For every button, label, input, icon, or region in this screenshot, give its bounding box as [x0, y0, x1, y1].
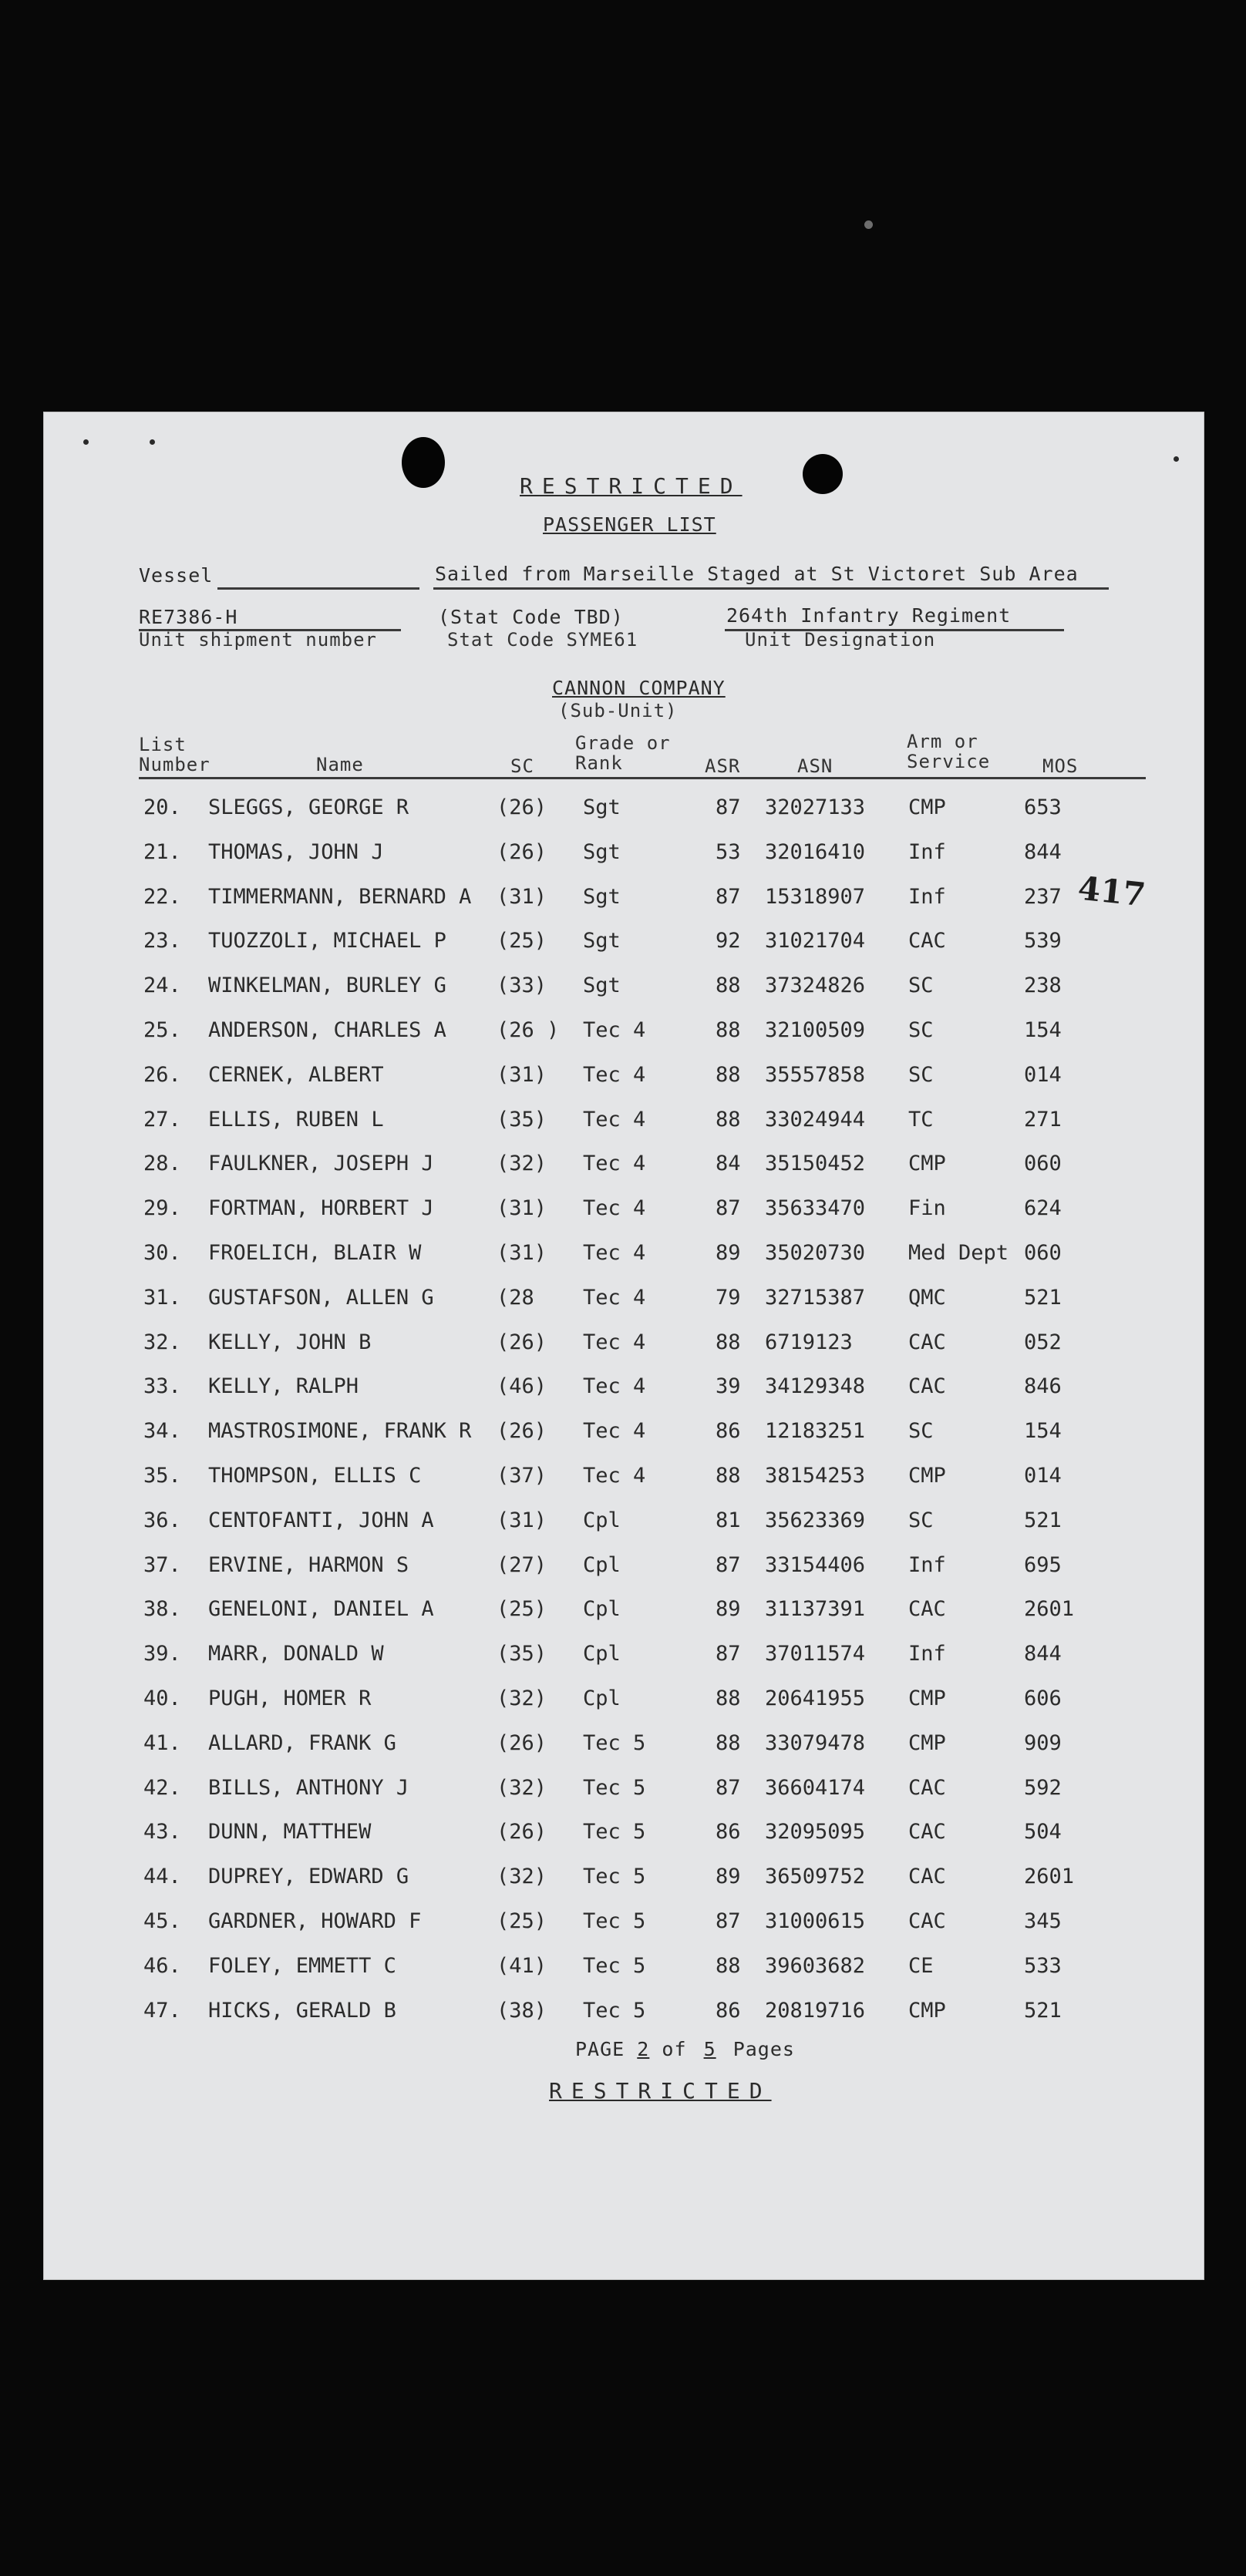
- arm-service: TC: [908, 1107, 934, 1132]
- asr-score: 87: [716, 795, 741, 819]
- sc-code: (27): [497, 1552, 547, 1577]
- arm-service: SC: [908, 1018, 934, 1042]
- asn: 37324826: [765, 974, 866, 998]
- passenger-name: WINKELMAN, BURLEY G: [208, 974, 446, 998]
- arm-service: CAC: [908, 1775, 946, 1800]
- arm-service: CAC: [908, 1597, 946, 1622]
- asn: 32100509: [765, 1018, 866, 1042]
- asn: 32095095: [765, 1820, 866, 1845]
- asr-score: 84: [716, 1152, 741, 1176]
- asr-score: 88: [716, 1018, 741, 1042]
- mos-code: 653: [1024, 795, 1062, 819]
- grade: Tec 4: [583, 1464, 646, 1488]
- table-row: [43, 1018, 1204, 1049]
- list-number: 34.: [143, 1419, 181, 1444]
- table-row: [43, 1865, 1204, 1895]
- arm-service: CAC: [908, 1820, 946, 1845]
- table-row: [43, 1419, 1204, 1450]
- col-name: Name: [316, 754, 364, 775]
- list-number: 47.: [143, 1998, 181, 2023]
- mos-code: 844: [1024, 839, 1062, 864]
- passenger-name: CENTOFANTI, JOHN A: [208, 1508, 434, 1532]
- col-grade-line2: Rank: [575, 752, 623, 774]
- passenger-name: BILLS, ANTHONY J: [208, 1775, 409, 1800]
- table-row: [43, 1464, 1204, 1495]
- table-row: [43, 1642, 1204, 1673]
- asn: 35623369: [765, 1508, 866, 1532]
- sailed-underline: [433, 587, 1109, 590]
- table-row: [43, 1731, 1204, 1762]
- grade: Cpl: [583, 1687, 621, 1710]
- grade: Tec 4: [583, 1196, 646, 1221]
- asr-score: 88: [716, 1730, 741, 1755]
- col-arm-line2: Service: [907, 751, 991, 772]
- table-row: [43, 840, 1204, 871]
- mos-code: 844: [1024, 1642, 1062, 1666]
- table-row: [43, 974, 1204, 1004]
- asr-score: 86: [716, 1419, 741, 1444]
- asr-score: 89: [716, 1597, 741, 1622]
- asr-score: 88: [716, 1062, 741, 1087]
- arm-service: CMP: [908, 1998, 946, 2023]
- col-list-number-line1: List: [139, 734, 187, 755]
- arm-service: CMP: [908, 1464, 946, 1488]
- table-row: [43, 1330, 1204, 1361]
- mos-code: 2601: [1024, 1865, 1075, 1889]
- unit-designation-label: Unit Designation: [745, 629, 936, 651]
- grade: Sgt: [583, 929, 621, 953]
- asn: 31021704: [765, 929, 866, 953]
- passenger-name: FOLEY, EMMETT C: [208, 1953, 396, 1978]
- table-row: [43, 1374, 1204, 1405]
- arm-service: SC: [908, 1508, 934, 1532]
- ink-dot: [83, 439, 89, 445]
- col-asn: ASN: [797, 755, 833, 777]
- table-row: [43, 929, 1204, 960]
- list-number: 39.: [143, 1642, 181, 1666]
- asn: 32715387: [765, 1285, 866, 1310]
- passenger-name: CERNEK, ALBERT: [208, 1062, 384, 1087]
- sc-code: (33): [497, 974, 547, 998]
- restricted-footer: RESTRICTED: [549, 2078, 772, 2104]
- sc-code: (26): [497, 839, 547, 864]
- sc-code: (32): [497, 1152, 547, 1176]
- asr-score: 86: [716, 1998, 741, 2023]
- list-number: 27.: [143, 1107, 181, 1132]
- passenger-name: KELLY, JOHN B: [208, 1330, 372, 1354]
- arm-service: Inf: [908, 1642, 946, 1666]
- sc-code: (41): [497, 1953, 547, 1978]
- grade: Tec 5: [583, 1820, 646, 1845]
- passenger-name: FROELICH, BLAIR W: [208, 1241, 422, 1265]
- asn: 37011574: [765, 1642, 866, 1666]
- asn: 31000615: [765, 1909, 866, 1933]
- list-number: 25.: [143, 1018, 181, 1042]
- passenger-name: THOMAS, JOHN J: [208, 839, 384, 864]
- mos-code: 238: [1024, 974, 1062, 998]
- mos-code: 060: [1024, 1152, 1062, 1176]
- asn: 35020730: [765, 1241, 866, 1265]
- asr-score: 88: [716, 1953, 741, 1978]
- asr-score: 87: [716, 1909, 741, 1933]
- asn: 32016410: [765, 839, 866, 864]
- passenger-name: GUSTAFSON, ALLEN G: [208, 1285, 434, 1310]
- grade: Tec 5: [583, 1730, 646, 1755]
- table-row: [43, 1909, 1204, 1940]
- asn: 15318907: [765, 884, 866, 909]
- list-number: 44.: [143, 1865, 181, 1889]
- col-grade-line1: Grade or: [575, 732, 671, 754]
- asn: 35557858: [765, 1062, 866, 1087]
- mos-code: 606: [1024, 1687, 1062, 1710]
- page-suffix: Pages: [732, 2038, 795, 2060]
- asr-score: 88: [716, 1687, 741, 1710]
- asn: 38154253: [765, 1464, 866, 1488]
- mos-code: 052: [1024, 1330, 1062, 1354]
- asn: 35633470: [765, 1196, 866, 1221]
- grade: Tec 4: [583, 1419, 646, 1444]
- sc-code: (35): [497, 1642, 547, 1666]
- grade: Tec 5: [583, 1998, 646, 2023]
- grade: Cpl: [583, 1597, 621, 1622]
- mos-code: 237: [1024, 884, 1062, 909]
- passenger-name: FORTMAN, HORBERT J: [208, 1196, 434, 1221]
- table-row: [43, 1108, 1204, 1138]
- col-asr: ASR: [705, 755, 741, 777]
- list-number: 41.: [143, 1730, 181, 1755]
- stat-code-line: (Stat Code TBD): [438, 606, 624, 628]
- arm-service: Inf: [908, 839, 946, 864]
- asr-score: 87: [716, 1642, 741, 1666]
- list-number: 43.: [143, 1820, 181, 1845]
- sub-unit-value: CANNON COMPANY: [552, 677, 726, 699]
- table-row: [43, 1508, 1204, 1539]
- arm-service: Med Dept: [908, 1241, 1009, 1265]
- sc-code: (32): [497, 1865, 547, 1889]
- sc-code: (35): [497, 1107, 547, 1132]
- mos-code: 521: [1024, 1998, 1062, 2023]
- asr-score: 88: [716, 1464, 741, 1488]
- grade: Sgt: [583, 795, 621, 819]
- vessel-blank-line: [217, 587, 419, 590]
- passenger-name: KELLY, RALPH: [208, 1374, 359, 1399]
- sc-code: (26): [497, 795, 547, 819]
- list-number: 26.: [143, 1062, 181, 1087]
- passenger-name: FAULKNER, JOSEPH J: [208, 1152, 434, 1176]
- asr-score: 86: [716, 1820, 741, 1845]
- mos-code: 521: [1024, 1508, 1062, 1532]
- asn: 6719123: [765, 1330, 853, 1354]
- mos-code: 154: [1024, 1018, 1062, 1042]
- list-number: 36.: [143, 1508, 181, 1532]
- table-row: [43, 1063, 1204, 1094]
- page-indicator: [575, 2038, 795, 2060]
- col-list-number-line2: Number: [139, 754, 210, 775]
- mos-code: 014: [1024, 1464, 1062, 1488]
- mos-code: 539: [1024, 929, 1062, 953]
- ink-dot: [1174, 456, 1179, 462]
- arm-service: CMP: [908, 795, 946, 819]
- list-number: 46.: [143, 1953, 181, 1978]
- asn: 36509752: [765, 1865, 866, 1889]
- passenger-name: SLEGGS, GEORGE R: [208, 795, 409, 819]
- sc-code: (32): [497, 1687, 547, 1710]
- sc-code: (37): [497, 1464, 547, 1488]
- list-number: 31.: [143, 1285, 181, 1310]
- passenger-name: TUOZZOLI, MICHAEL P: [208, 929, 446, 953]
- sc-code: (31): [497, 1196, 547, 1221]
- table-row: [43, 1152, 1204, 1182]
- grade: Cpl: [583, 1508, 621, 1532]
- table-row: [43, 1954, 1204, 1985]
- asn: 12183251: [765, 1419, 866, 1444]
- asn: 33024944: [765, 1107, 866, 1132]
- punch-hole: [402, 437, 445, 488]
- grade: Tec 4: [583, 1018, 646, 1042]
- asn: 32027133: [765, 795, 866, 819]
- mos-code: 592: [1024, 1775, 1062, 1800]
- passenger-name: ELLIS, RUBEN L: [208, 1107, 384, 1132]
- mos-code: 624: [1024, 1196, 1062, 1221]
- grade: Tec 4: [583, 1062, 646, 1087]
- grade: Tec 4: [583, 1152, 646, 1176]
- grade: Tec 5: [583, 1953, 646, 1978]
- unit-designation-value: 264th Infantry Regiment: [726, 604, 1012, 627]
- passenger-name: DUPREY, EDWARD G: [208, 1865, 409, 1889]
- grade: Sgt: [583, 884, 621, 909]
- passenger-name: ALLARD, FRANK G: [208, 1730, 396, 1755]
- punch-hole: [803, 454, 843, 494]
- list-number: 45.: [143, 1909, 181, 1933]
- passenger-list-heading: PASSENGER LIST: [543, 513, 716, 536]
- grade: Cpl: [583, 1642, 621, 1666]
- sc-code: (25): [497, 1909, 547, 1933]
- list-number: 21.: [143, 839, 181, 864]
- mos-code: 345: [1024, 1909, 1062, 1933]
- list-number: 23.: [143, 929, 181, 953]
- passenger-name: MARR, DONALD W: [208, 1642, 384, 1666]
- arm-service: CAC: [908, 1330, 946, 1354]
- table-row: [43, 1196, 1204, 1227]
- asn: 34129348: [765, 1374, 866, 1399]
- mos-code: 271: [1024, 1107, 1062, 1132]
- asr-score: 53: [716, 839, 741, 864]
- asn: 36604174: [765, 1775, 866, 1800]
- arm-service: CAC: [908, 1909, 946, 1933]
- asr-score: 87: [716, 1552, 741, 1577]
- sc-code: (31): [497, 1062, 547, 1087]
- list-number: 20.: [143, 795, 181, 819]
- page-total: 5: [703, 2038, 716, 2060]
- sc-code: (26 ): [497, 1018, 560, 1042]
- list-number: 24.: [143, 974, 181, 998]
- mos-code: 695: [1024, 1552, 1062, 1577]
- passenger-name: GENELONI, DANIEL A: [208, 1597, 434, 1622]
- restricted-heading: RESTRICTED: [520, 473, 743, 499]
- grade: Sgt: [583, 974, 621, 998]
- passenger-name: TIMMERMANN, BERNARD A: [208, 884, 472, 909]
- arm-service: CE: [908, 1953, 934, 1978]
- sc-code: (32): [497, 1775, 547, 1800]
- arm-service: CMP: [908, 1152, 946, 1176]
- arm-service: Inf: [908, 884, 946, 909]
- sc-code: (28: [497, 1285, 534, 1310]
- mos-code: 846: [1024, 1374, 1062, 1399]
- passenger-name: HICKS, GERALD B: [208, 1998, 396, 2023]
- asn: 20819716: [765, 1998, 866, 2023]
- grade: Tec 4: [583, 1107, 646, 1132]
- passenger-name: ERVINE, HARMON S: [208, 1552, 409, 1577]
- passenger-name: THOMPSON, ELLIS C: [208, 1464, 422, 1488]
- arm-service: Fin: [908, 1196, 946, 1221]
- table-row: [43, 1597, 1204, 1628]
- grade: Tec 5: [583, 1775, 646, 1800]
- asr-score: 92: [716, 929, 741, 953]
- arm-service: SC: [908, 1062, 934, 1087]
- table-row: [43, 1999, 1204, 2030]
- asr-score: 87: [716, 1775, 741, 1800]
- arm-service: SC: [908, 1419, 934, 1444]
- list-number: 38.: [143, 1597, 181, 1622]
- sc-code: (26): [497, 1820, 547, 1845]
- table-row: [43, 1820, 1204, 1851]
- passenger-name: GARDNER, HOWARD F: [208, 1909, 422, 1933]
- arm-service: CMP: [908, 1730, 946, 1755]
- arm-service: CAC: [908, 1374, 946, 1399]
- mos-code: 154: [1024, 1419, 1062, 1444]
- asn: 33154406: [765, 1552, 866, 1577]
- shipment-number: RE7386-H: [139, 606, 238, 628]
- list-number: 42.: [143, 1775, 181, 1800]
- list-number: 33.: [143, 1374, 181, 1399]
- asn: 20641955: [765, 1687, 866, 1710]
- mos-code: 2601: [1024, 1597, 1075, 1622]
- list-number: 32.: [143, 1330, 181, 1354]
- sailed-text: Sailed from Marseille Staged at St Victoret Sub Area: [435, 563, 1079, 585]
- asr-score: 39: [716, 1374, 741, 1399]
- sc-code: (26): [497, 1419, 547, 1444]
- sc-code: (31): [497, 1241, 547, 1265]
- table-row: [43, 795, 1204, 826]
- sc-code: (31): [497, 884, 547, 909]
- arm-service: CMP: [908, 1687, 946, 1710]
- asr-score: 81: [716, 1508, 741, 1532]
- mos-code: 909: [1024, 1730, 1062, 1755]
- mos-code: 504: [1024, 1820, 1062, 1845]
- passenger-name: PUGH, HOMER R: [208, 1687, 372, 1710]
- asr-score: 89: [716, 1241, 741, 1265]
- mos-code: 014: [1024, 1062, 1062, 1087]
- handwritten-annotation: 417: [1076, 869, 1147, 914]
- list-number: 29.: [143, 1196, 181, 1221]
- mos-code: 521: [1024, 1285, 1062, 1310]
- arm-service: Inf: [908, 1552, 946, 1577]
- table-row: [43, 885, 1204, 916]
- grade: Cpl: [583, 1552, 621, 1577]
- asn: 39603682: [765, 1953, 866, 1978]
- passenger-name: MASTROSIMONE, FRANK R: [208, 1419, 472, 1444]
- list-number: 35.: [143, 1464, 181, 1488]
- grade: Sgt: [583, 839, 621, 864]
- page-current: 2: [637, 2038, 650, 2060]
- vessel-label: Vessel: [139, 564, 214, 587]
- mos-code: 533: [1024, 1953, 1062, 1978]
- list-number: 40.: [143, 1687, 181, 1710]
- list-number: 37.: [143, 1552, 181, 1577]
- grade: Tec 4: [583, 1330, 646, 1354]
- list-number: 30.: [143, 1241, 181, 1265]
- list-number: 22.: [143, 884, 181, 909]
- grade: Tec 4: [583, 1241, 646, 1265]
- passenger-name: DUNN, MATTHEW: [208, 1820, 372, 1845]
- sc-code: (26): [497, 1730, 547, 1755]
- sc-code: (38): [497, 1998, 547, 2023]
- header-rule: [139, 777, 1146, 779]
- shipment-label: Unit shipment number: [139, 629, 377, 651]
- passenger-name: ANDERSON, CHARLES A: [208, 1018, 446, 1042]
- list-number: 28.: [143, 1152, 181, 1176]
- sc-code: (25): [497, 1597, 547, 1622]
- asr-score: 88: [716, 1107, 741, 1132]
- film-speck: [864, 220, 873, 229]
- sc-code: (26): [497, 1330, 547, 1354]
- asr-score: 87: [716, 1196, 741, 1221]
- arm-service: SC: [908, 974, 934, 998]
- stat-code-value: Stat Code SYME61: [447, 629, 638, 651]
- sc-code: (31): [497, 1508, 547, 1532]
- sc-code: (46): [497, 1374, 547, 1399]
- asr-score: 88: [716, 974, 741, 998]
- sc-code: (25): [497, 929, 547, 953]
- col-mos: MOS: [1042, 755, 1079, 777]
- asr-score: 87: [716, 884, 741, 909]
- asr-score: 89: [716, 1865, 741, 1889]
- asr-score: 88: [716, 1330, 741, 1354]
- mos-code: 060: [1024, 1241, 1062, 1265]
- table-row: [43, 1776, 1204, 1807]
- table-row: [43, 1286, 1204, 1317]
- table-row: [43, 1687, 1204, 1717]
- ink-dot: [150, 439, 155, 445]
- grade: Tec 4: [583, 1285, 646, 1310]
- asn: 33079478: [765, 1730, 866, 1755]
- arm-service: CAC: [908, 929, 946, 953]
- arm-service: QMC: [908, 1285, 946, 1310]
- document-page: [43, 412, 1204, 2280]
- grade: Tec 5: [583, 1909, 646, 1933]
- sub-unit-label: (Sub-Unit): [558, 700, 678, 721]
- grade: Tec 4: [583, 1374, 646, 1399]
- col-sc: SC: [510, 755, 534, 777]
- grade: Tec 5: [583, 1865, 646, 1889]
- page-of: of: [662, 2038, 687, 2060]
- arm-service: CAC: [908, 1865, 946, 1889]
- table-row: [43, 1553, 1204, 1584]
- table-row: [43, 1241, 1204, 1272]
- asr-score: 79: [716, 1285, 741, 1310]
- page-prefix: PAGE: [575, 2038, 625, 2060]
- col-arm-line1: Arm or: [907, 731, 978, 752]
- asn: 31137391: [765, 1597, 866, 1622]
- asn: 35150452: [765, 1152, 866, 1176]
